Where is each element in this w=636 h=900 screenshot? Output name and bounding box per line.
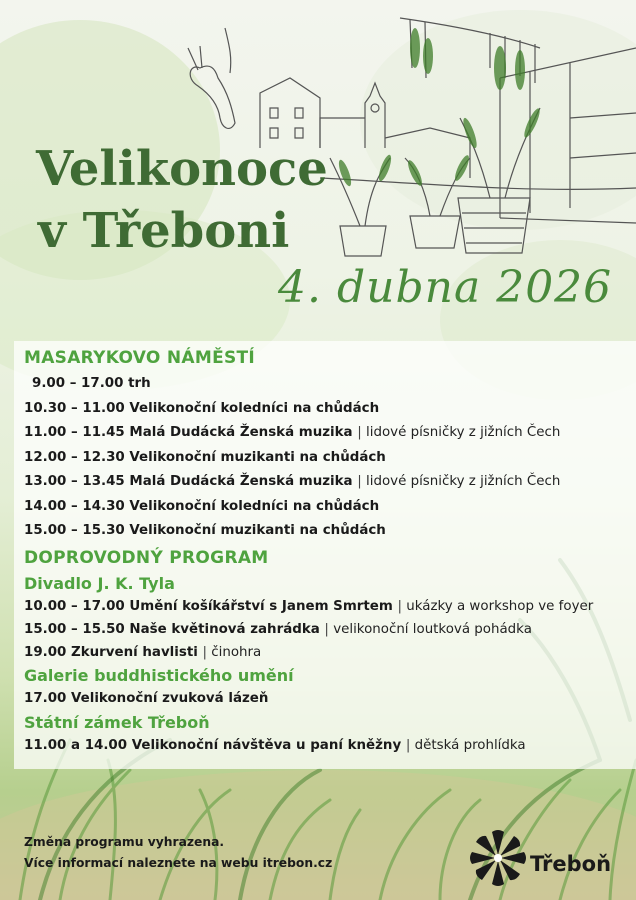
row-time: 12.00 – 12.30 xyxy=(24,449,130,465)
row-separator: | xyxy=(357,425,367,440)
row-time: 14.00 – 14.30 xyxy=(24,498,130,514)
row-name: Velikonoční koledníci na chůdách xyxy=(129,400,380,416)
program-row xyxy=(24,397,630,422)
row-time: 13.00 – 13.45 xyxy=(24,474,130,489)
row-description: velikonoční loutková pohádka xyxy=(333,621,532,637)
row-name: Velikonoční návštěva u paní kněžny xyxy=(131,737,406,753)
row-description: ukázky a workshop ve foyer xyxy=(406,598,594,614)
title-line-1: Velikonoce xyxy=(36,141,328,197)
program-row xyxy=(24,470,630,495)
row-time: 10.30 – 11.00 xyxy=(24,400,130,416)
program-row xyxy=(24,734,630,757)
logo-text: Třeboň xyxy=(530,852,612,876)
venue-heading: Galerie buddhistického umění xyxy=(24,666,294,686)
event-date: 4. dubna 2026 xyxy=(278,262,613,313)
program-row xyxy=(24,495,630,520)
venue-heading: Divadlo J. K. Tyla xyxy=(24,573,175,593)
row-name: trh xyxy=(128,376,151,391)
program-content xyxy=(24,344,630,757)
row-name: Malá Dudácká Ženská muzika xyxy=(129,474,358,489)
row-name: Naše květinová zahrádka xyxy=(129,621,325,637)
row-separator: | xyxy=(397,598,407,614)
row-separator: | xyxy=(405,737,415,753)
program-row xyxy=(24,519,630,544)
program-row xyxy=(24,421,630,446)
program-row xyxy=(24,641,630,664)
row-time: 15.00 – 15.30 xyxy=(24,523,130,538)
title-line-2: v Třeboni xyxy=(38,203,290,259)
row-time: 11.00 – 11.45 xyxy=(24,425,130,440)
row-time: 10.00 – 17.00 xyxy=(24,598,130,614)
row-separator: | xyxy=(357,474,367,489)
row-time: 9.00 – 17.00 xyxy=(32,376,129,391)
row-name: Velikonoční koledníci na chůdách xyxy=(129,498,380,514)
program-row xyxy=(24,687,630,710)
footer-line-1: Změna programu vyhrazena. xyxy=(24,835,225,849)
program-row xyxy=(24,595,630,618)
program-row xyxy=(24,446,630,471)
page-title xyxy=(36,138,328,262)
row-name: Malá Dudácká Ženská muzika xyxy=(129,425,358,440)
row-time: 17.00 xyxy=(24,691,72,707)
row-name: Umění košíkářství s Janem Smrtem xyxy=(129,598,398,614)
venue-heading: Státní zámek Třeboň xyxy=(24,712,210,732)
row-description: činohra xyxy=(211,645,262,661)
row-description: lidové písničky z jižních Čech xyxy=(366,474,561,489)
row-description: lidové písničky z jižních Čech xyxy=(366,425,561,440)
row-separator: | xyxy=(324,621,334,637)
row-separator: | xyxy=(202,645,212,661)
row-description: dětská prohlídka xyxy=(414,737,526,753)
row-name: Velikonoční muzikanti na chůdách xyxy=(129,523,386,538)
row-name: Velikonoční muzikanti na chůdách xyxy=(129,449,386,465)
section-heading-masaryk: MASARYKOVO NÁMĚSTÍ xyxy=(24,348,256,368)
row-time: 15.00 – 15.50 xyxy=(24,621,130,637)
section-heading-doprovodny: DOPROVODNÝ PROGRAM xyxy=(24,547,269,568)
program-row xyxy=(24,618,630,641)
row-name: Zkurvení havlisti xyxy=(71,645,203,661)
program-row xyxy=(24,372,630,397)
footer-note xyxy=(24,832,332,874)
row-time: 19.00 xyxy=(24,645,72,661)
row-name: Velikonoční zvuková lázeň xyxy=(71,691,269,707)
footer-line-2: Více informací naleznete na webu itrebon.cz xyxy=(24,856,333,870)
row-time: 11.00 a 14.00 xyxy=(24,737,132,753)
